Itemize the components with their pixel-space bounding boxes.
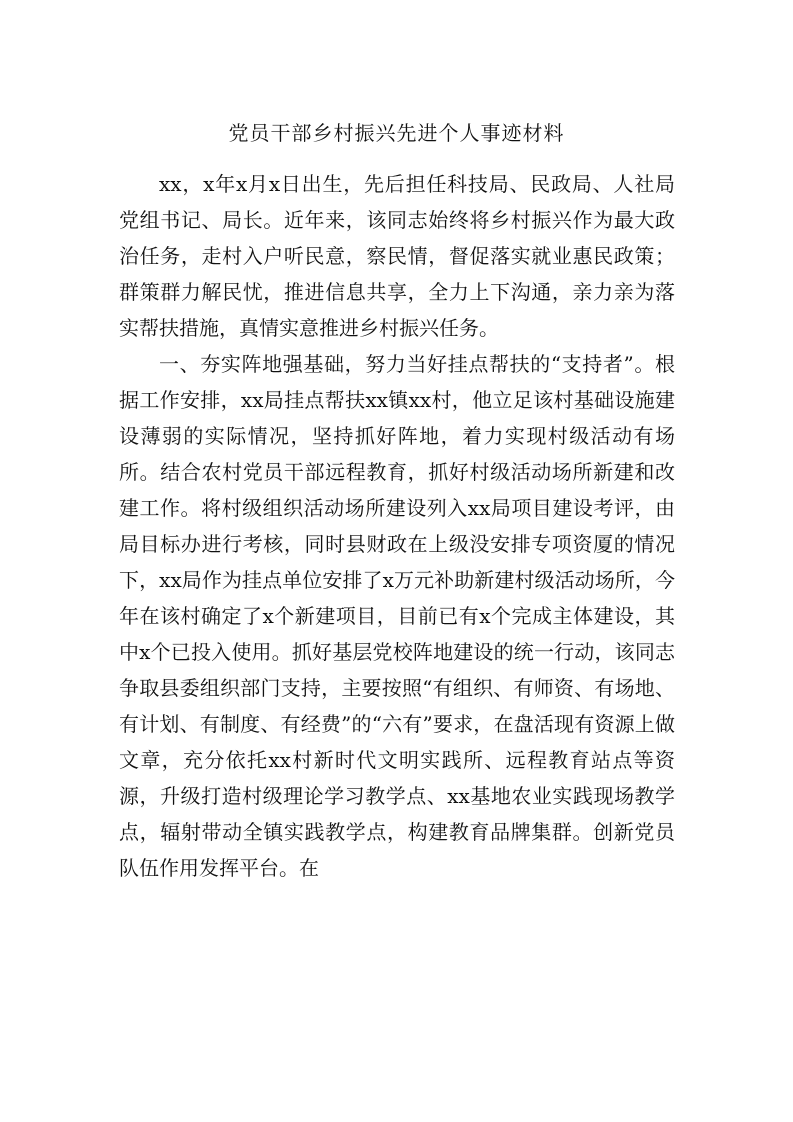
paragraph-intro: xx，x年x月x日出生，先后担任科技局、民政局、人社局党组书记、局长。近年来，该同志始终将乡村振兴作为最大政治任务，走村入户听民意，察民情，督促落实就业惠民政策；群策群力解民忧，推进信息共享，全力上下沟通，亲力亲为落实帮扶措施，真情实意推进乡村振兴任务。 [119,172,675,340]
document-title: 党员干部乡村振兴先进个人事迹材料 [228,121,565,145]
paragraph-section-one: 一、夯实阵地强基础，努力当好挂点帮扶的“支持者”。根据工作安排，xx局挂点帮扶xx镇xx村，他立足该村基础设施建设薄弱的实际情况，坚持抓好阵地，着力实现村级活动有场所。结合农村党员干部远程教育，抓好村级活动场所新建和改建工作。将村级组织活动场所建设列入xx局项目建设考评，由局目标办进行考核，同时县财政在上级没安排专项资厦的情况下，xx局作为挂点单位安排了x万元补助新建村级活动场所，今年在该村确定了x个新建项目，目前已有x个完成主体建设，其中x个已投入使用。抓好基层党校阵地建设的统一行动，该同志争取县委组织部门支持，主要按照“有组织、有师资、有场地、有计划、有制度、有经费”的“六有”要求，在盘活现有资源上做文章，充分依托xx村新时代文明实践所、远程教育站点等资源，升级打造村级理论学习教学点、xx基地农业实践现场教学点，辐射带动全镇实践教学点，构建教育品牌集群。创新党员队伍作用发挥平台。在 [119,352,675,880]
document-body [119,166,675,886]
